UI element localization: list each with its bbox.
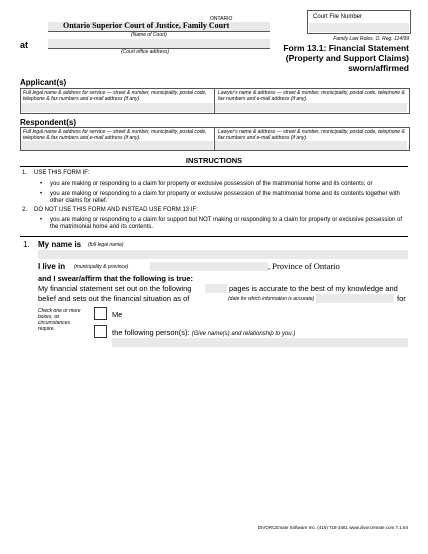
page-count-field[interactable] — [205, 284, 227, 293]
court-name-field[interactable] — [48, 22, 270, 31]
respondents-heading: Respondent(s) — [20, 118, 76, 127]
municipality-caption: (municipality & province) — [74, 264, 129, 270]
persons-option-caption: (Give name(s) and relationship to you.) — [191, 331, 296, 337]
court-name-value: Ontario Superior Court of Justice, Family Court — [63, 21, 230, 30]
date-caption: (date for which information is accurate) — [228, 296, 315, 302]
form-title-line1: Form 13.1: Financial Statement — [283, 43, 409, 53]
respondent-lawyer-field[interactable] — [215, 141, 407, 150]
name-of-court-caption: (Name of Court) — [131, 32, 167, 38]
respondent-party-field[interactable] — [21, 141, 213, 150]
jurisdiction-label: ONTARIO — [210, 16, 233, 22]
form-title-line2: (Property and Support Claims) — [285, 53, 409, 63]
full-legal-name-field[interactable] — [38, 250, 408, 259]
instruction-item-2 — [22, 207, 408, 215]
instruction-item-1-text: USE THIS FORM IF: — [34, 170, 90, 176]
persons-field[interactable] — [112, 338, 408, 347]
instruction-bullet: • you are making or responding to a claim for property or exclusive possession of the matrimonial home and its contents; or — [22, 181, 408, 188]
court-office-address-field[interactable] — [48, 39, 270, 48]
court-file-number-box — [307, 10, 411, 34]
i-live-in-label: I live in — [38, 262, 66, 271]
instruction-item-2-bullets — [22, 217, 408, 231]
software-credit: DIVORCEmate Software Inc. (416) 718-3461 www.divorcemate.com 7.1.64 — [257, 525, 408, 530]
rules-reference: Family Law Rules, O. Reg. 114/99 — [333, 36, 409, 42]
instruction-bullet: • you are making or responding to a claim for support but NOT making or responding to a claim for property or exclusive possession of the matrimonial home and its contents. — [22, 217, 408, 231]
persons-checkbox[interactable] — [94, 325, 107, 338]
statement-part1: My financial statement set out on the following — [38, 284, 192, 293]
persons-option-label — [112, 328, 295, 337]
municipality-field[interactable] — [150, 262, 268, 271]
instructions-heading: INSTRUCTIONS — [185, 156, 243, 165]
statement-part3: belief and sets out the financial situation as of — [38, 294, 190, 303]
applicant-lawyer-field[interactable] — [215, 103, 407, 112]
court-file-number-field[interactable] — [309, 23, 409, 32]
swear-affirm-line: and I swear/affirm that the following is true: — [38, 274, 194, 283]
court-file-number-label: Court File Number — [313, 14, 363, 20]
applicant-party-field[interactable] — [21, 103, 213, 112]
form-title-line3: sworn/affirmed — [348, 63, 409, 73]
court-office-address-caption: (Court office address) — [121, 49, 170, 55]
instructions-body — [22, 170, 408, 231]
instruction-item-1-num: 1. — [22, 170, 28, 176]
instruction-item-2-num: 2. — [22, 207, 28, 213]
province-text: , Province of Ontario — [268, 261, 340, 271]
section-1-number: 1. — [23, 240, 30, 249]
respondent-party-caption: Full legal name & address for service — street & number, municipality, postal code, telephone & fax numbers and e-mail address (if any). — [23, 129, 207, 141]
me-checkbox[interactable] — [94, 307, 107, 320]
applicant-party-caption: Full legal name & address for service — street & number, municipality, postal code, telephone & fax numbers and e-mail address (if any). — [23, 90, 207, 102]
respondent-lawyer-caption: Lawyer's name & address — street & number, municipality, postal code, telephone & fax numbers and e-mail address (if any). — [218, 129, 405, 141]
check-instruction-caption: Check one or more boxes, as circumstances require. — [38, 308, 81, 332]
instruction-item-2-text: DO NOT USE THIS FORM AND INSTEAD USE FORM 13 IF: — [34, 207, 198, 213]
instruction-item-1-bullets — [22, 181, 408, 205]
instruction-item-1 — [22, 170, 408, 178]
me-option-label: Me — [112, 310, 123, 319]
full-legal-name-caption: (full legal name) — [88, 242, 124, 248]
applicant-lawyer-caption: Lawyer's name & address — street & number, municipality, postal code, telephone & fax numbers and e-mail address (if any). — [218, 90, 405, 102]
for-text: for — [397, 294, 406, 303]
my-name-is-label: My name is — [38, 240, 82, 249]
instruction-bullet: • you are making or responding to a claim for property or exclusive possession of the matrimonial home and its contents together with other claims for relief. — [22, 191, 408, 205]
applicants-heading: Applicant(s) — [20, 78, 67, 87]
statement-part2: pages is accurate to the best of my knowledge and — [229, 284, 398, 293]
persons-option-text: the following person(s): — [112, 328, 190, 337]
form-title — [280, 43, 409, 73]
date-field[interactable] — [316, 294, 394, 303]
at-label: at — [20, 40, 29, 50]
